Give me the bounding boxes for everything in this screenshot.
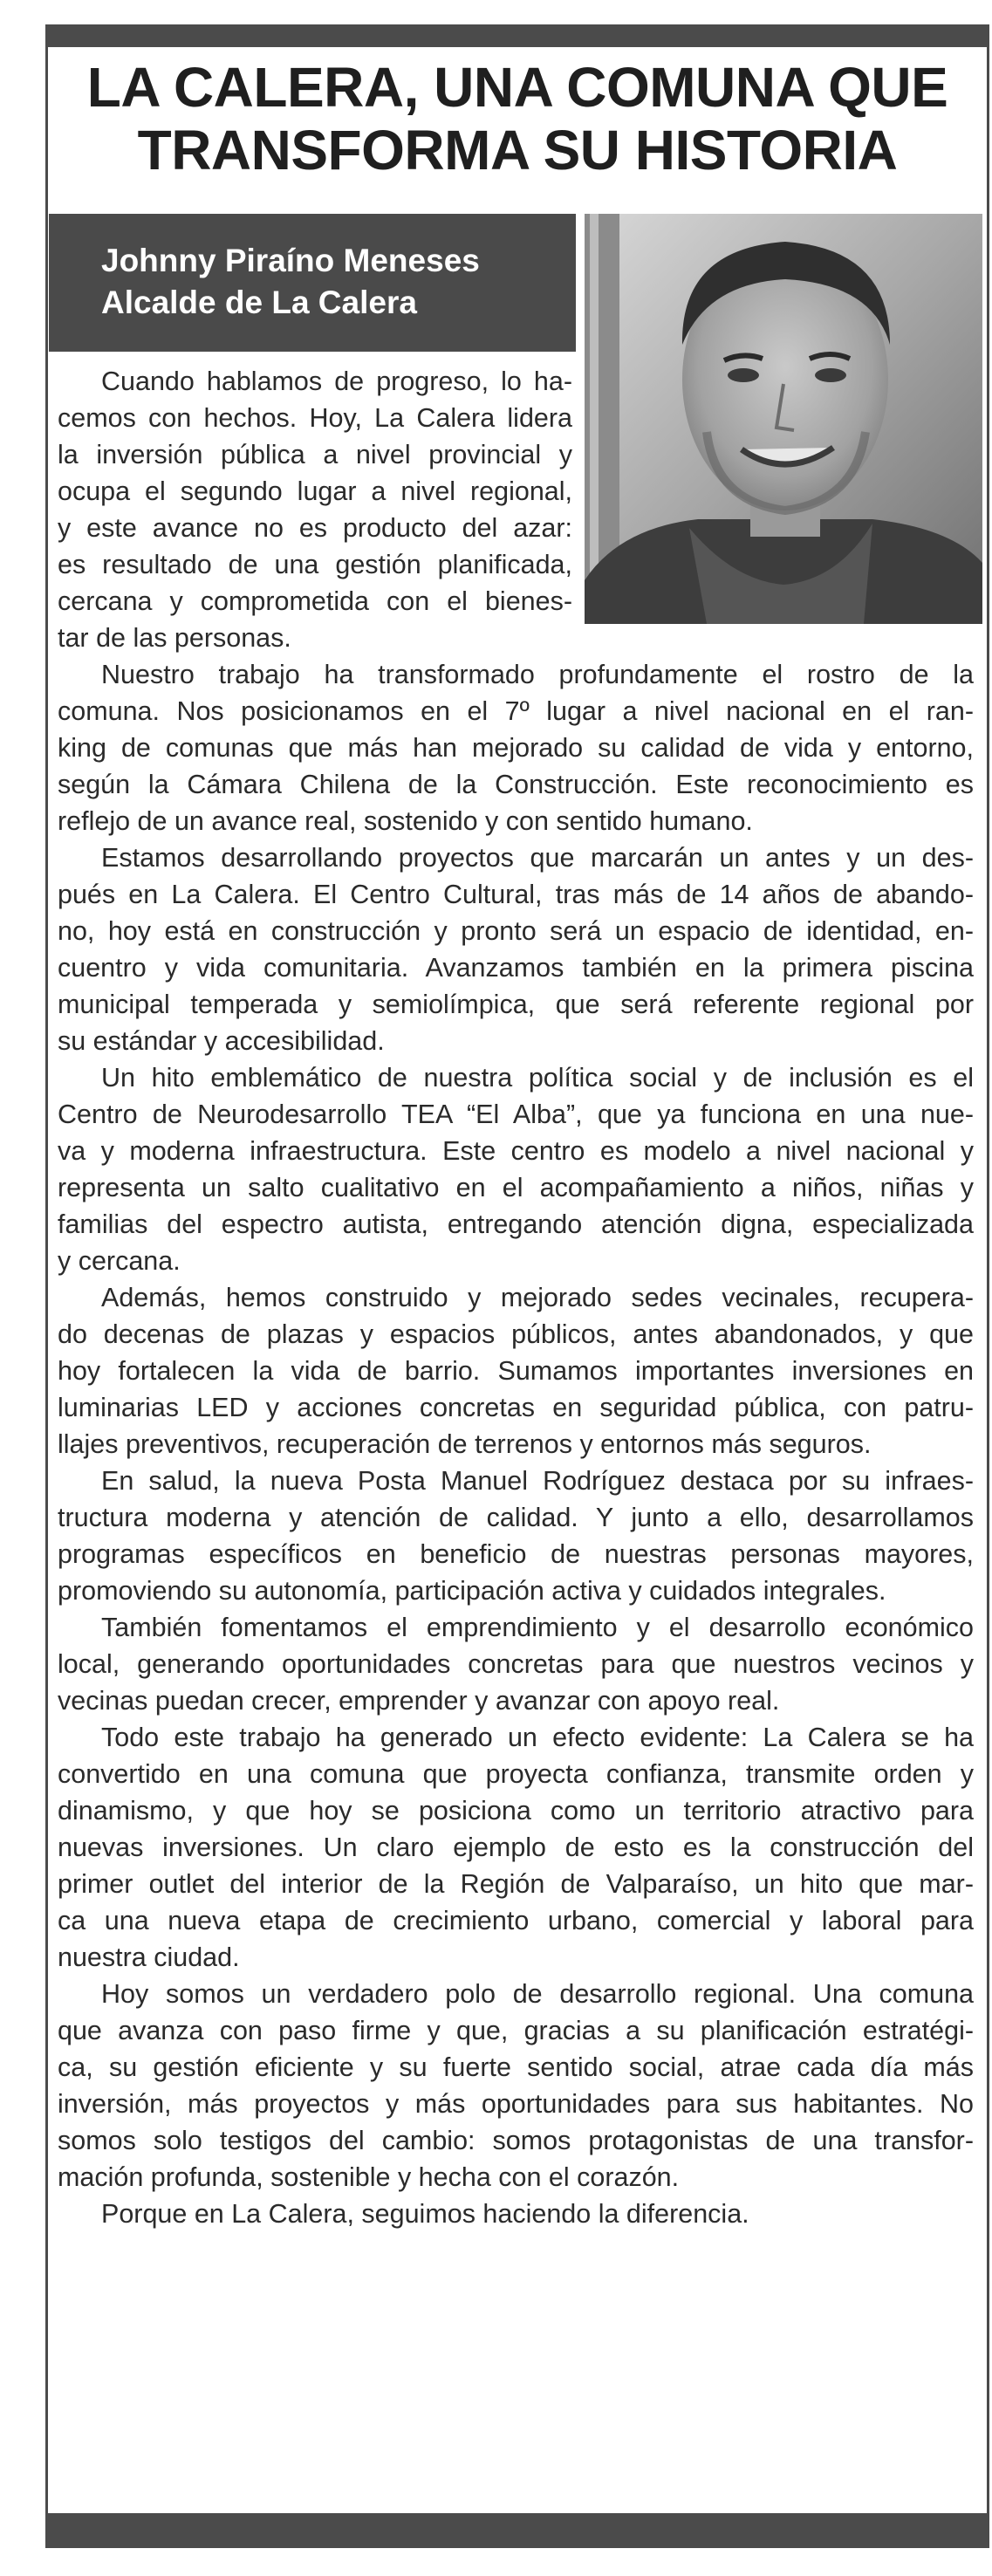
paragraph-line: ocupa el segundo lugar a nivel regional, (58, 476, 572, 506)
paragraph-line: promoviendo su autonomía, participación activa y cuidados integrales. (58, 1576, 886, 1606)
paragraph-line: tructura moderna y atención de calidad. Y junto a ello, desarrollamos (58, 1503, 974, 1532)
paragraph-line: según la Cámara Chilena de la Construcción. Este reconocimiento es (58, 770, 974, 799)
paragraph-line: También fomentamos el emprendimiento y el desarrollo económico (101, 1613, 974, 1642)
paragraph-line: ca una nueva etapa de crecimiento urbano, comercial y laboral para (58, 1906, 974, 1935)
paragraph-line: king de comunas que más han mejorado su calidad de vida y entorno, (58, 733, 974, 763)
headline (49, 56, 986, 182)
paragraph-line: programas específicos en beneficio de nuestras personas mayores, (58, 1539, 974, 1569)
paragraph-line: Un hito emblemático de nuestra política social y de inclusión es el (101, 1063, 974, 1093)
paragraph-line: cemos con hechos. Hoy, La Calera lidera (58, 403, 572, 433)
paragraph-line: dinamismo, y que hoy se posiciona como un territorio atractivo para (58, 1796, 974, 1826)
paragraph-line: local, generando oportunidades concretas para que nuestros vecinos y (58, 1649, 974, 1679)
paragraph-line: y cercana. (58, 1246, 181, 1276)
paragraph-line: Estamos desarrollando proyectos que marcarán un antes y un des- (101, 843, 974, 873)
paragraph-line: reflejo de un avance real, sostenido y con sentido humano. (58, 806, 753, 836)
paragraph-line: mación profunda, sostenible y hecha con el corazón. (58, 2162, 680, 2192)
paragraph-line: do decenas de plazas y espacios públicos, antes abandonados, y que (58, 1319, 974, 1349)
paragraph-line: la inversión pública a nivel provincial y (58, 440, 572, 469)
paragraph-line: municipal temperada y semiolímpica, que será referente regional por (58, 990, 974, 1019)
paragraph (58, 1463, 974, 1609)
author-role: Alcalde de La Calera (101, 284, 417, 320)
headline-line-2: TRANSFORMA SU HISTORIA (137, 119, 898, 182)
paragraph-line: familias del espectro autista, entregando atención digna, especializada (58, 1209, 974, 1239)
paragraph-line: nuestra ciudad. (58, 1942, 240, 1972)
paragraph (58, 363, 974, 656)
paragraph-line: Hoy somos un verdadero polo de desarrollo regional. Una comuna (101, 1979, 974, 2009)
paragraph-line: y este avance no es producto del azar: (58, 513, 572, 543)
paragraph-line: nuevas inversiones. Un claro ejemplo de esto es la construcción del (58, 1833, 974, 1862)
paragraph-line: inversión, más proyectos y más oportunidades para sus habitantes. No (58, 2089, 974, 2119)
paragraph-line: su estándar y accesibilidad. (58, 1026, 385, 1056)
paragraph-line: Cuando hablamos de progreso, lo ha- (101, 367, 572, 396)
paragraph-line: primer outlet del interior de la Región de Valparaíso, un hito que mar- (58, 1869, 974, 1899)
paragraph-line: Nuestro trabajo ha transformado profundamente el rostro de la (101, 660, 974, 689)
paragraph-line: En salud, la nueva Posta Manuel Rodríguez destaca por su infraes- (101, 1466, 974, 1496)
paragraph-line: que avanza con paso firme y que, gracias a su planificación estratégi- (58, 2016, 974, 2045)
paragraph (58, 1719, 974, 1976)
paragraph-line: Además, hemos construido y mejorado sedes vecinales, recupera- (101, 1283, 974, 1312)
paragraph (58, 839, 974, 1059)
paragraph (58, 656, 974, 839)
paragraph-line: cuentro y vida comunitaria. Avanzamos también en la primera piscina (58, 953, 974, 983)
paragraph-line: Porque en La Calera, seguimos haciendo la diferencia. (101, 2199, 749, 2229)
paragraph-line: ca, su gestión eficiente y su fuerte sentido social, atrae cada día más (58, 2052, 974, 2082)
author-byline (49, 214, 576, 352)
headline-line-1: LA CALERA, UNA COMUNA QUE (86, 56, 948, 119)
paragraph-line: somos solo testigos del cambio: somos protagonistas de una transfor- (58, 2126, 974, 2155)
paragraph (58, 1609, 974, 1719)
paragraph (58, 2196, 974, 2232)
paragraph-line: Todo este trabajo ha generado un efecto evidente: La Calera se ha (101, 1723, 974, 1752)
paragraph-line: no, hoy está en construcción y pronto será un espacio de identidad, en- (58, 916, 974, 946)
paragraph-line: llajes preventivos, recuperación de terrenos y entornos más seguros. (58, 1429, 872, 1459)
paragraph-line: luminarias LED y acciones concretas en seguridad pública, con patru- (58, 1393, 974, 1422)
paragraph-line: comuna. Nos posicionamos en el 7º lugar a nivel nacional en el ran- (58, 696, 974, 726)
author-name: Johnny Piraíno Meneses (101, 243, 480, 278)
bottom-rule (45, 2513, 989, 2548)
top-rule (45, 24, 989, 47)
paragraph-line: vecinas puedan crecer, emprender y avanzar con apoyo real. (58, 1686, 780, 1716)
paragraph-line: convertido en una comuna que proyecta confianza, transmite orden y (58, 1759, 974, 1789)
paragraph (58, 1279, 974, 1463)
paragraph-line: hoy fortalecen la vida de barrio. Sumamos importantes inversiones en (58, 1356, 974, 1386)
paragraph-line: va y moderna infraestructura. Este centro es modelo a nivel nacional y (58, 1136, 974, 1166)
paragraph-line: representa un salto cualitativo en el acompañamiento a niños, niñas y (58, 1173, 974, 1202)
paragraph-line: Centro de Neurodesarrollo TEA “El Alba”, que ya funciona en una nue- (58, 1100, 974, 1129)
paragraph-line: pués en La Calera. El Centro Cultural, tras más de 14 años de abando- (58, 880, 974, 909)
paragraph-line: tar de las personas. (58, 623, 291, 653)
paragraph (58, 1059, 974, 1279)
paragraph (58, 1976, 974, 2196)
paragraph-line: es resultado de una gestión planificada, (58, 550, 572, 579)
paragraph-line: cercana y comprometida con el bienes- (58, 586, 572, 616)
article-body (58, 363, 974, 2232)
